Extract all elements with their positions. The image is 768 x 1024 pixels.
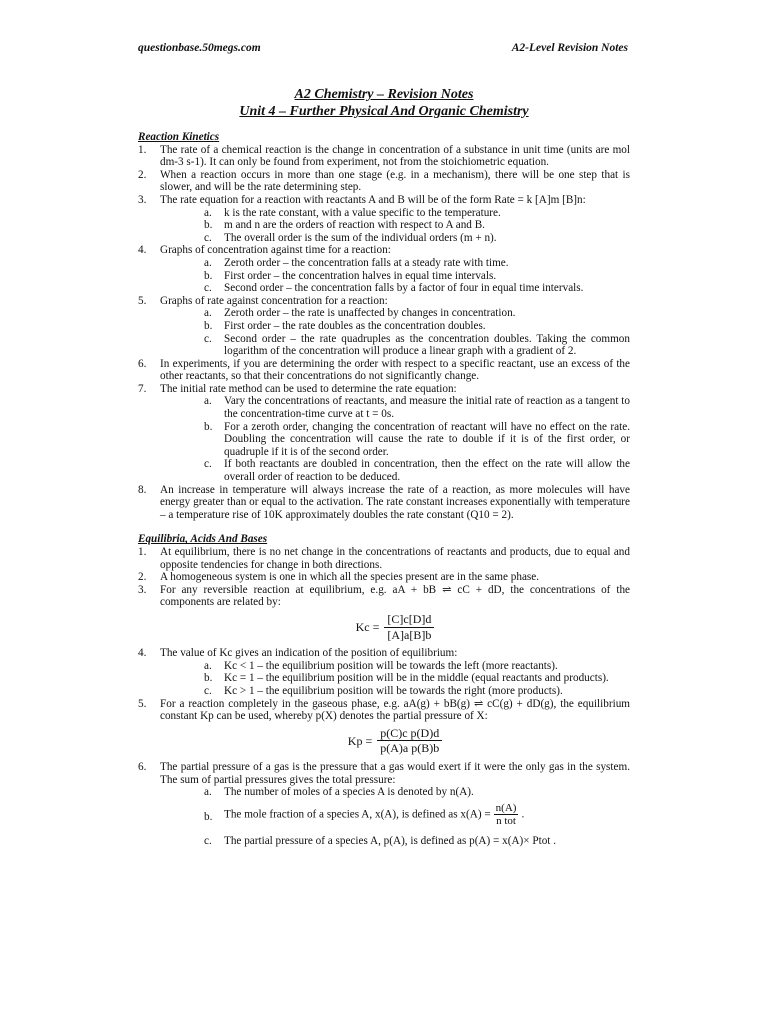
item-text: Zeroth order – the rate is unaffected by changes in concentration. [224, 307, 516, 320]
kp-numerator: p(C)c p(D)d [377, 727, 442, 742]
sub-item: a. k is the rate constant, with a value specific to the temperature. [204, 206, 501, 219]
item-text: First order – the rate doubles as the concentration doubles. [224, 319, 486, 332]
item-text: When a reaction occurs in more than one stage (e.g. in a mechanism), there will be one step that is slower, and will be the rate determining step. [160, 168, 630, 194]
list-item: 3. For any reversible reaction at equilibrium, e.g. aA + bB ⇌ cC + dD, the concentrations of the components are related by: Kc = $\frac{[C]c[D]d}{[A]a[B]b}$ [138, 583, 630, 642]
kp-symbol: Kp = [347, 733, 373, 748]
list-item: 6. The partial pressure of a gas is the pressure that a gas would exert if it were the only gas in the system. The sum of partial pressures gives the total pressure: a. The number of moles of a species A is denoted by n(A). b. The mole fraction of a species A, x(A), is defined as x(A) = n(A) n tot . c. The partial pressure of a species A, p(A), is defined as p(A) = x(A)× Ptot . [138, 760, 630, 847]
sub-item: a. Kc < 1 – the equilibrium position will be towards the left (more reactants). [204, 659, 558, 672]
sub-item: c. Second order – the concentration falls by a factor of four in equal time intervals. [204, 282, 584, 295]
sublist [160, 395, 630, 483]
section-heading-kinetics: Reaction Kinetics [138, 131, 220, 143]
kinetics-list [138, 144, 630, 522]
header-doc-type: A2-Level Revision Notes [511, 42, 628, 54]
sub-item: a. Vary the concentrations of reactants, and measure the initial rate of reaction as a tangent to the concentration-time curve at t = 0s. [204, 395, 630, 421]
section-heading-equilibria: Equilibria, Acids And Bases [138, 533, 268, 546]
sub-item: a. The number of moles of a species A is denoted by n(A). [204, 786, 474, 799]
partial-pressure-formula: p(A) = x(A)× Ptot . [469, 834, 556, 847]
list-item: 6. In experiments, if you are determining the order with respect to a specific reactant, use an excess of the other reactants, so that their concentrations do not significantly change. [138, 357, 630, 383]
equilibria-list [138, 546, 630, 847]
sub-item: b. m and n are the orders of reaction with respect to A and B. [204, 219, 485, 232]
list-item: 3. The rate equation for a reaction with reactants A and B will be of the form Rate = k [A]m [B]n: a. k is the rate constant, with a value specific to the temperature. b. m and n are the orders of reaction with respect to A and B. c. The overall order is the sum of the individual orders (m + n). [138, 194, 630, 244]
kc-symbol: Kc = [355, 619, 380, 634]
item-text: Graphs of rate against concentration for a reaction: [160, 294, 388, 307]
sublist [160, 207, 630, 245]
item-text: Second order – the concentration falls by a factor of four in equal time intervals. [224, 282, 584, 295]
sub-item: b. The mole fraction of a species A, x(A), is defined as x(A) = n(A) n tot . [204, 801, 525, 828]
item-text: The overall order is the sum of the individual orders (m + n). [224, 231, 497, 244]
item-text: The rate equation for a reaction with reactants A and B will be of the form Rate = k [A]m [B]n: [160, 193, 586, 206]
list-item: 1. The rate of a chemical reaction is the change in concentration of a substance in unit time (units are mol dm-3 s-1). It can only be found from experiment, not from the stoichiometric equation. [138, 143, 630, 169]
sub-item: b. For a zeroth order, changing the concentration of reactant will have no effect on the rate. Doubling the concentration will cause the rate to double if it is of the first order, or quadruple if it is of the second order. [204, 420, 630, 458]
kc-equation [160, 613, 630, 641]
sub-item: c. The partial pressure of a species A, p(A), is defined as p(A) = x(A)× Ptot . [204, 834, 556, 847]
item-text: m and n are the orders of reaction with respect to A and B. [224, 219, 485, 232]
item-text: k is the rate constant, with a value specific to the temperature. [224, 206, 501, 219]
sub-item: c. If both reactants are doubled in concentration, then the effect on the rate will allow the overall order of reaction to be deduced. [204, 458, 630, 484]
list-item: 7. The initial rate method can be used to determine the rate equation: a. Vary the concentrations of reactants, and measure the initial rate of reaction as a tangent to the concentration-time curve at t = 0s. b. For a zeroth order, changing the concentration of reactant will have no effect on the rate. Doubling the concentration will cause the rate to double if it is of the first order, or quadruple if it is of the second order. c. If both reactants are doubled in concentration, then the effect on the rate will allow the overall order of reaction to be deduced. [138, 382, 630, 484]
document-title: A2 Chemistry – Revision Notes [294, 87, 474, 102]
kp-equation [160, 727, 630, 755]
sub-item: c. Second order – the rate quadruples as the concentration doubles. Taking the common logarithm of the concentration will produce a linear graph with a gradient of 2. [204, 332, 630, 358]
item-text: Graphs of concentration against time for a reaction: [160, 244, 391, 257]
item-text: An increase in temperature will always increase the rate of a reaction, as more molecules will have energy greater than or equal to the activation. The rate constant increases exponentially with temperature – a temperature rise of 10K approximately doubles the rate constant (Q10 = 2). [160, 483, 630, 521]
item-text: The number of moles of a species A is denoted by n(A). [224, 786, 474, 799]
item-text: Kc = 1 – the equilibrium position will be in the middle (equal reactants and products). [224, 672, 609, 685]
list-item: 2. A homogeneous system is one in which all the species present are in the same phase. [138, 571, 540, 584]
sublist [160, 257, 630, 295]
sub-item: a. Zeroth order – the rate is unaffected by changes in concentration. [204, 307, 516, 320]
item-text: At equilibrium, there is no net change in the concentrations of reactants and products, due to equal and opposite tendencies for change in both directions. [160, 546, 630, 571]
sublist [160, 307, 630, 357]
document-body [138, 131, 630, 847]
item-text: The rate of a chemical reaction is the change in concentration of a substance in unit time (units are mol dm-3 s-1). It can only be found from experiment, not from the stoichiometric equation. [160, 143, 630, 169]
kp-denominator: p(A)a p(B)b [380, 741, 440, 756]
item-text: Zeroth order – the concentration falls at a steady rate with time. [224, 256, 509, 269]
kc-numerator: [C]c[D]d [384, 613, 434, 628]
item-text: A homogeneous system is one in which all the species present are in the same phase. [160, 571, 540, 584]
sub-item: b. First order – the concentration halves in equal time intervals. [204, 269, 497, 282]
item-text: The partial pressure of a gas is the pressure that a gas would exert if it were the only gas in the system. The sum of partial pressures gives the total pressure: [160, 760, 630, 786]
item-text: Kc > 1 – the equilibrium position will be towards the right (more products). [224, 684, 563, 697]
item-text: First order – the concentration halves in equal time intervals. [224, 269, 497, 282]
list-item: 1. At equilibrium, there is no net change in the concentrations of reactants and products, due to equal and opposite tendencies for change in both directions. [138, 546, 630, 571]
mole-fraction-lhs: x(A) = [460, 808, 491, 821]
item-text: For any reversible reaction at equilibrium, e.g. aA + bB ⇌ cC + dD, the concentrations of the components are related by: [160, 583, 630, 609]
kp-fraction [377, 727, 442, 755]
list-item: 4. The value of Kc gives an indication of the position of equilibrium: a. Kc < 1 – the equilibrium position will be towards the left (more reactants). b. Kc = 1 – the equilibrium position will be in the middle (equal reactants and products). c. Kc > 1 – the equilibrium position will be towards the right (more products). [138, 647, 630, 697]
mole-fraction-numerator: n(A) [495, 801, 517, 814]
item-text: The mole fraction of a species A, x(A), is defined as [224, 808, 458, 821]
document-subtitle: Unit 4 – Further Physical And Organic Chemistry [239, 104, 529, 119]
item-text: Vary the concentrations of reactants, and measure the initial rate of reaction as a tangent to the concentration-time curve at t = 0s. [224, 395, 630, 421]
list-item: 2. When a reaction occurs in more than one stage (e.g. in a mechanism), there will be one step that is slower, and will be the rate determining step. [138, 168, 630, 194]
item-text: In experiments, if you are determining the order with respect to a specific reactant, use an excess of the other reactants, so that their concentrations do not significantly change. [160, 357, 630, 383]
item-text: Kc < 1 – the equilibrium position will be towards the left (more reactants). [224, 659, 558, 672]
item-text: For a zeroth order, changing the concentration of reactant will have no effect on the rate. Doubling the concentration will cause the rate to double if it is of the first order, or quadruple if it is of the second order. [224, 420, 630, 458]
kc-denominator: [A]a[B]b [387, 627, 432, 642]
item-text: The partial pressure of a species A, p(A), is defined as [224, 834, 467, 847]
mole-fraction-denominator: n tot [496, 815, 516, 828]
item-text: If both reactants are doubled in concentration, then the effect on the rate will allow the overall order of reaction to be deduced. [224, 458, 630, 484]
list-item: 8. An increase in temperature will always increase the rate of a reaction, as more molecules will have energy greater than or equal to the activation. The rate constant increases exponentially with temperature – a temperature rise of 10K approximately doubles the rate constant (Q10 = 2). [138, 483, 630, 521]
item-text: The initial rate method can be used to determine the rate equation: [160, 382, 457, 395]
list-item: 4. Graphs of concentration against time for a reaction: a. Zeroth order – the concentration falls at a steady rate with time. b. First order – the concentration halves in equal time intervals. c. Second order – the concentration falls by a factor of four in equal time intervals. [138, 244, 630, 294]
sub-item: c. The overall order is the sum of the individual orders (m + n). [204, 231, 497, 244]
list-item: 5. For a reaction completely in the gaseous phase, e.g. aA(g) + bB(g) ⇌ cC(g) + dD(g), the equilibrium constant Kp can be used, whereby p(X) denotes the partial pressure of X: Kp = $\frac{\text{p(C)c p(D)d}}{\text{p(A)a p(B)b}}$ [138, 697, 630, 756]
kc-fraction [384, 613, 434, 641]
sublist [160, 786, 630, 847]
sub-item: a. Zeroth order – the concentration falls at a steady rate with time. [204, 256, 509, 269]
mole-fraction-formula [494, 802, 519, 828]
sublist [160, 660, 630, 698]
header-website: questionbase.50megs.com [138, 42, 261, 54]
item-text: Second order – the rate quadruples as the concentration doubles. Taking the common logarithm of the concentration will produce a linear graph with a gradient of 2. [224, 332, 630, 358]
sub-item: b. Kc = 1 – the equilibrium position will be in the middle (equal reactants and products). [204, 672, 609, 685]
sub-item: b. First order – the rate doubles as the concentration doubles. [204, 319, 486, 332]
sub-item: c. Kc > 1 – the equilibrium position will be towards the right (more products). [204, 684, 563, 697]
item-text: For a reaction completely in the gaseous phase, e.g. aA(g) + bB(g) ⇌ cC(g) + dD(g), the equilibrium constant Kp can be used, whereby p(X) denotes the partial pressure of X: [160, 697, 630, 723]
item-text: The value of Kc gives an indication of the position of equilibrium: [160, 647, 458, 660]
list-item: 5. Graphs of rate against concentration for a reaction: a. Zeroth order – the rate is unaffected by changes in concentration. b. First order – the rate doubles as the concentration doubles. c. Second order – the rate quadruples as the concentration doubles. Taking the common logarithm of the concentration will produce a linear graph with a gradient of 2. [138, 294, 630, 358]
